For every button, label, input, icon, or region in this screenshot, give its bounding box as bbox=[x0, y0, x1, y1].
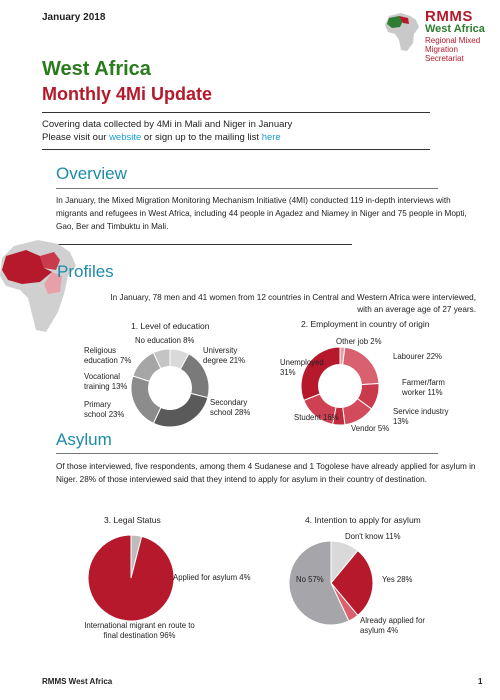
label-service: Service industry 13% bbox=[393, 407, 449, 426]
africa-map-logo-icon bbox=[383, 10, 423, 54]
asylum-heading: Asylum bbox=[56, 430, 112, 449]
pie-slice-2 bbox=[153, 393, 207, 427]
page-number: 1 bbox=[478, 677, 483, 686]
pie-slice-3 bbox=[131, 376, 161, 423]
label-secondary: Secondary school 28% bbox=[210, 398, 251, 417]
divider bbox=[56, 188, 438, 189]
asylum-text: Of those interviewed, five respondents, among them 4 Sudanese and 1 Togolese have already applied for asylum in Niger. 28% of those interviewed said that they intend to apply for asylum in their country of destination. bbox=[56, 462, 476, 484]
chart-title-legal-status: 3. Legal Status bbox=[104, 515, 161, 525]
divider bbox=[42, 149, 430, 150]
divider bbox=[56, 244, 352, 245]
legal-status-pie-chart bbox=[87, 534, 175, 622]
pie-slice-1 bbox=[343, 347, 379, 384]
intro-line-2: Please visit our website or sign up to the mailing list here bbox=[42, 132, 281, 143]
profiles-text: In January, 78 men and 41 women from 12 countries in Central and Western Africa were interviewed, with an average age of 27 years. bbox=[110, 293, 476, 314]
chart-title-employment: 2. Employment in country of origin bbox=[301, 319, 430, 329]
logo-text-region: West Africa bbox=[425, 23, 485, 35]
label-already-applied: Already applied for asylum 4% bbox=[360, 616, 426, 635]
label-student: Student 16% bbox=[294, 413, 339, 422]
africa-map-icon bbox=[0, 238, 90, 338]
chart-title-intention: 4. Intention to apply for asylum bbox=[305, 515, 421, 525]
label-no-education: No education 8% bbox=[135, 336, 195, 345]
pie-slice-1 bbox=[88, 535, 174, 621]
divider bbox=[56, 453, 438, 454]
page-title: West Africa bbox=[42, 58, 151, 80]
label-dont-know: Don't know 11% bbox=[345, 532, 401, 541]
report-date: January 2018 bbox=[42, 12, 106, 23]
label-unemployed: Unemployed 31% bbox=[280, 358, 324, 377]
label-yes: Yes 28% bbox=[382, 575, 413, 584]
rmms-logo bbox=[383, 8, 495, 63]
logo-text-rmms: RMMS bbox=[425, 8, 473, 25]
label-applied-asylum: Applied for asylum 4% bbox=[173, 573, 251, 582]
label-farmer: Farmer/farm worker 11% bbox=[402, 378, 445, 397]
overview-heading: Overview bbox=[56, 164, 127, 183]
label-no: No 57% bbox=[296, 575, 324, 584]
label-international-migrant: International migrant en route to final destination 96% bbox=[84, 621, 195, 640]
label-university: University degree 21% bbox=[203, 346, 246, 365]
label-vocational: Vocational training 13% bbox=[84, 372, 128, 391]
chart-title-education: 1. Level of education bbox=[131, 321, 210, 331]
divider bbox=[42, 112, 430, 113]
intro-line-1: Covering data collected by 4Mi in Mali and Niger in January bbox=[42, 119, 293, 130]
footer-org: RMMS West Africa bbox=[42, 677, 113, 686]
label-primary: Primary school 23% bbox=[84, 400, 125, 419]
label-vendor: Vendor 5% bbox=[351, 424, 390, 433]
logo-text-regional: Regional Mixed Migration Secretariat bbox=[425, 36, 481, 63]
education-donut-chart bbox=[130, 348, 210, 428]
label-religious: Religious education 7% bbox=[84, 346, 132, 365]
label-other-job: Other job 2% bbox=[336, 337, 382, 346]
label-labourer: Labourer 22% bbox=[393, 352, 442, 361]
page-subtitle: Monthly 4Mi Update bbox=[42, 84, 212, 104]
profiles-heading: Profiles bbox=[57, 262, 114, 281]
website-link[interactable]: website bbox=[109, 132, 142, 143]
overview-text: In January, the Mixed Migration Monitoring Mechanism Initiative (4MI) conducted 119 in-depth interviews with migrants and refugees in West Africa, including 44 people in Agadez and Niamey in Niger and 75 people in Mopti, Gao, Ber and Timbuktu in Mali. bbox=[56, 196, 467, 231]
intro-text bbox=[42, 118, 442, 144]
mailing-list-link[interactable]: here bbox=[261, 132, 281, 143]
